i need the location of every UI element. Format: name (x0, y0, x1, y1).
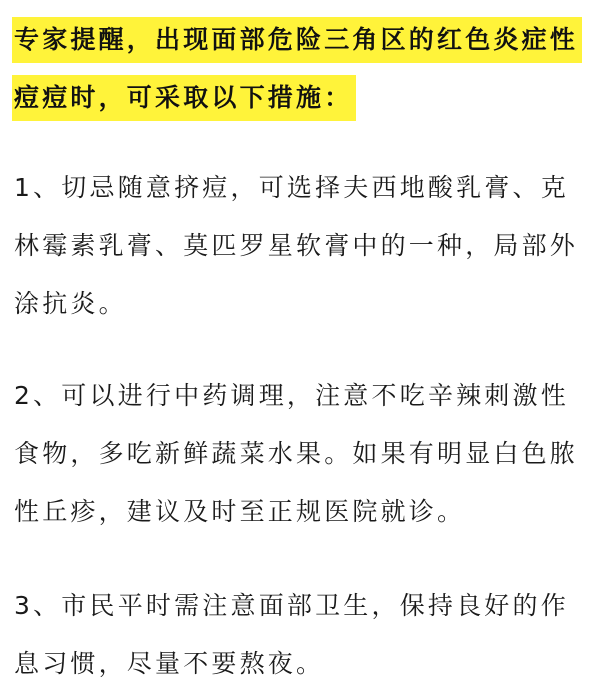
list-item-text: 林霉素乳膏、莫匹罗星软膏中的一种，局部外 (14, 231, 579, 260)
highlight-line-2: 痘痘时，可采取以下措施： (12, 75, 356, 121)
list-item-text: 性丘疹，建议及时至正规医院就诊。 (14, 497, 466, 526)
list-item-text: 3、市民平时需注意面部卫生，保持良好的作 (14, 591, 569, 620)
highlight-line-1: 专家提醒，出现面部危险三角区的红色炎症性 (12, 17, 582, 63)
list-item-text: 食物，多吃新鲜蔬菜水果。如果有明显白色脓 (14, 439, 579, 468)
list-item-text: 2、可以进行中药调理，注意不吃辛辣刺激性 (14, 381, 569, 410)
list-item-text: 息习惯，尽量不要熬夜。 (14, 649, 325, 678)
list-item-text: 涂抗炎。 (14, 289, 127, 318)
list-item-text: 1、切忌随意挤痘，可选择夫西地酸乳膏、克 (14, 173, 569, 202)
